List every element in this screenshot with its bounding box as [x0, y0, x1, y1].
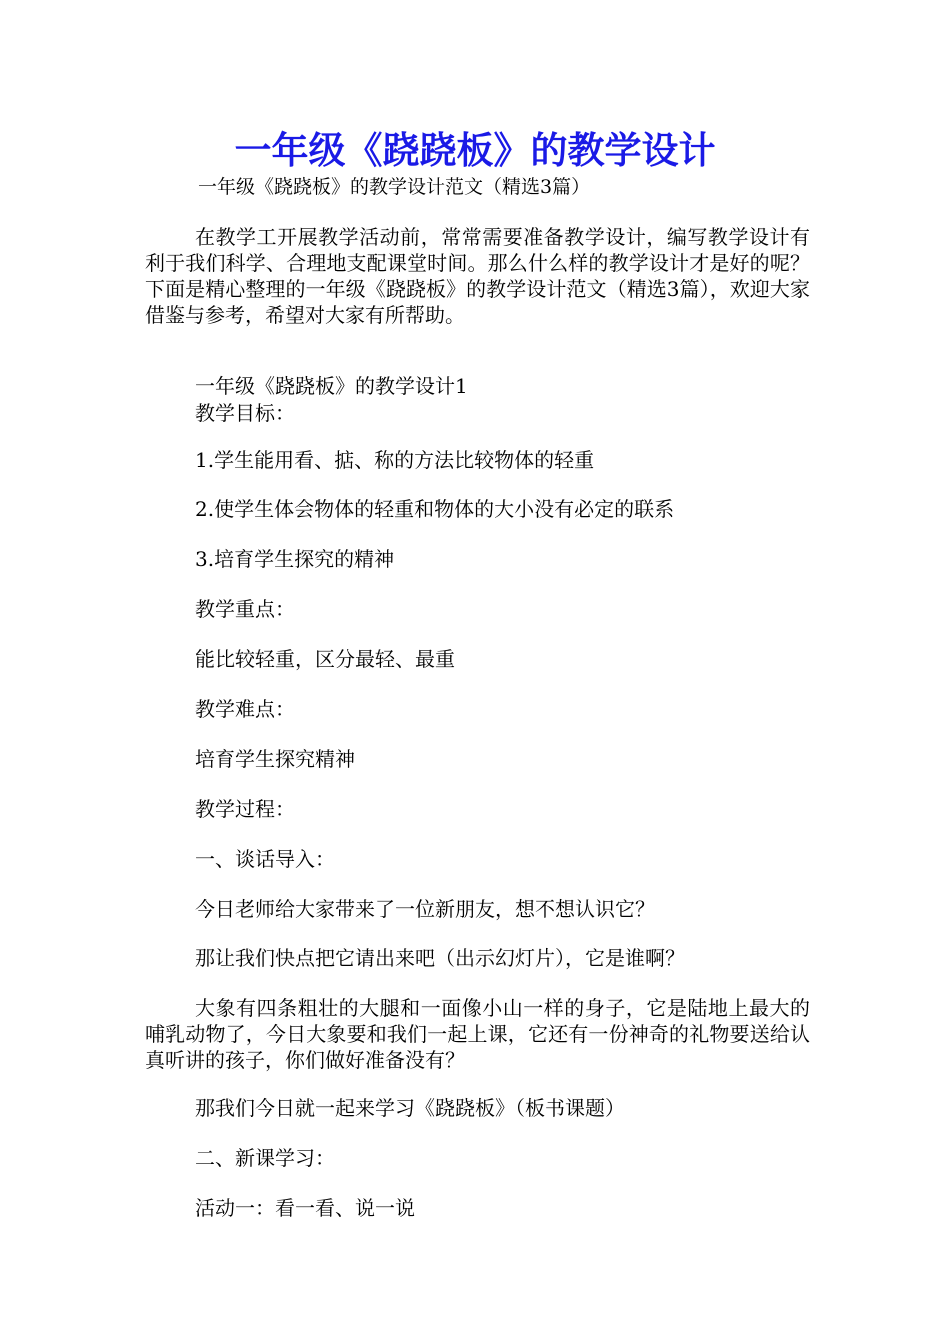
document-subtitle: 一年级《跷跷板》的教学设计范文（精选3篇）: [198, 176, 591, 198]
paragraph-invite: 那让我们快点把它请出来吧（出示幻灯片），它是谁啊？: [195, 946, 685, 970]
activity1-label: 活动一：看一看、说一说: [195, 1196, 415, 1220]
key-points-label: 教学重点：: [195, 597, 295, 621]
section-heading: 一年级《跷跷板》的教学设计1: [195, 374, 468, 398]
paragraph-topic: 那我们今日就一起来学习《跷跷板》（板书课题）: [195, 1096, 625, 1120]
difficulty-text: 培育学生探究精神: [195, 747, 355, 771]
paragraph-elephant: 大象有四条粗壮的大腿和一面像小山一样的身子，它是陆地上最大的哺乳动物了，今日大象要和我们一起上课，它还有一份神奇的礼物要送给认真听讲的孩子，你们做好准备没有？: [145, 996, 810, 1072]
step1-label: 一、谈话导入：: [195, 847, 335, 871]
goal-item-2: 2.使学生体会物体的轻重和物体的大小没有必定的联系: [195, 497, 675, 521]
goal-item-3: 3.培育学生探究的精神: [195, 547, 395, 571]
intro-paragraph: 在教学工开展教学活动前，常常需要准备教学设计，编写教学设计有利于我们科学、合理地支配课堂时间。那么什么样的教学设计才是好的呢？下面是精心整理的一年级《跷跷板》的教学设计范文（精选3篇），欢迎大家借鉴与参考，希望对大家有所帮助。: [145, 225, 810, 327]
goals-label: 教学目标：: [195, 401, 295, 425]
key-points-text: 能比较轻重，区分最轻、最重: [195, 647, 455, 671]
paragraph-friend: 今日老师给大家带来了一位新朋友，想不想认识它？: [195, 897, 655, 921]
difficulty-label: 教学难点：: [195, 697, 295, 721]
document-title: 一年级《跷跷板》的教学设计: [234, 128, 716, 172]
step2-label: 二、新课学习：: [195, 1146, 335, 1170]
goal-item-1: 1.学生能用看、掂、称的方法比较物体的轻重: [195, 448, 595, 472]
process-label: 教学过程：: [195, 797, 295, 821]
